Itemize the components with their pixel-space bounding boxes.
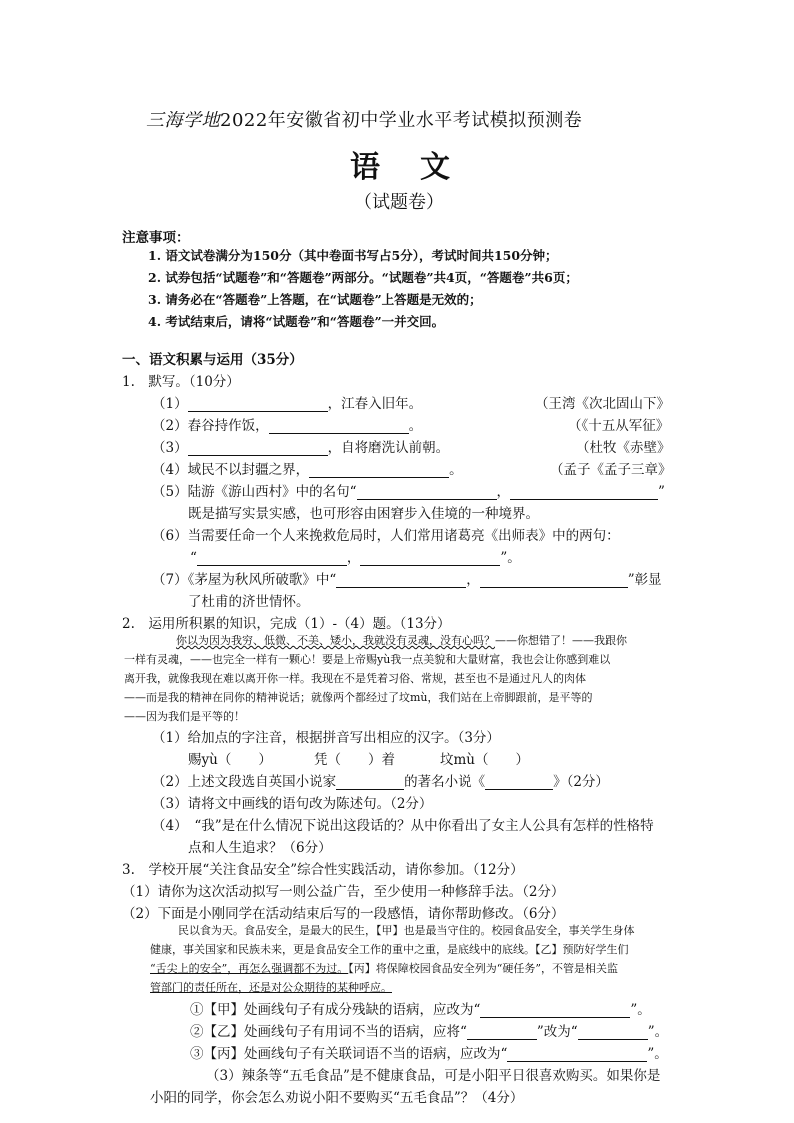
q2-passage-line: 离开我，就像我现在难以离开你一样。我现在不是凭着习俗、常规，甚至也不是通过凡人的肉体 <box>124 672 586 685</box>
q1-line-5: （5）陆游《游山西村》中的名句“ ， ” <box>152 484 665 500</box>
answer-blank[interactable] <box>360 551 500 566</box>
answer-blank[interactable] <box>467 1025 537 1040</box>
q1-source-4: （孟子《孟子三章》 <box>550 462 672 478</box>
note-item: 4. 考试结束后，请将“试题卷”和“答题卷”一并交回。 <box>148 314 445 329</box>
q1-line-5-cont: 既是描写实景实感，也可形容由困窘步入佳境的一种境界。 <box>188 506 539 522</box>
answer-blank[interactable] <box>357 485 497 500</box>
answer-blank[interactable] <box>309 463 449 478</box>
note-item: 2. 试券包括“试题卷”和“答题卷”两部分。“试题卷”共4页，“答题卷”共6页； <box>148 270 578 285</box>
q2-word-2[interactable]: 凭（ ）着 <box>314 752 395 768</box>
note-item: 3. 请务必在“答题卷”上答题，在“试题卷”上答题是无效的； <box>148 292 482 307</box>
q3-passage-line: 健康，事关国家和民族未来，更是食品安全工作的重中之重，是底线中的底线。【乙】预防好学生们 <box>150 943 629 956</box>
q3-revise-1: ①【甲】处画线句子有成分残缺的语病，应改为“ ”。 <box>190 1002 651 1018</box>
q1-source-3: （杜牧《赤壁》 <box>576 440 671 456</box>
q1-line-6-answers: “ ， ”。 <box>190 550 521 566</box>
q3-revise-3: ③【丙】处画线句子有关联词语不当的语病，应改为“ ”。 <box>190 1046 668 1062</box>
q3-passage-line: 民以食为天。食品安全，是最大的民生，【甲】也是最当守住的。校园食品安全，事关学生身体 <box>178 924 635 937</box>
q1-line-3: （3） ，自将磨洗认前朝。 <box>152 440 450 456</box>
q1-source-1: （王湾《次北固山下》 <box>535 396 670 412</box>
q3-passage-line: 管部门的责任所在，还是对公众期待的某种呼应。 <box>150 981 392 994</box>
exam-title-text: 2022年安徽省初中学业水平考试模拟预测卷 <box>220 110 583 131</box>
underlined-sentence: 你以为因为我穷、低微、不美、矮小，我就没有灵魂，没有心吗？ <box>176 634 495 647</box>
answer-blank[interactable] <box>336 573 466 588</box>
q3-revise-2: ②【乙】处画线句子有用词不当的语病，应将“ ”改为“ ”。 <box>190 1024 669 1040</box>
q2-sub-1: （1）给加点的字注音，根据拼音写出相应的汉字。（3分） <box>152 730 500 746</box>
q1-line-6: （6）当需要任命一个人来挽救危局时，人们常用诸葛亮《出师表》中的两句： <box>152 528 620 544</box>
q2-passage-line: ——因为我们是平等的！ <box>124 710 245 723</box>
q1-line-7: （7）《茅屋为秋风所破歌》中“ ， ”彰显 <box>152 572 662 588</box>
question-2-stem: 2. 运用所积累的知识，完成（1）-（4）题。（13分） <box>122 616 451 632</box>
answer-blank[interactable] <box>507 1047 647 1062</box>
answer-blank[interactable] <box>578 1025 648 1040</box>
q2-passage-line: 一样有灵魂，——也完全一样有一颗心！要是上帝赐yù我一点美貌和大量财富，我也会让你感到难以 <box>124 653 611 666</box>
answer-blank[interactable] <box>336 775 404 790</box>
q2-passage-line: ——而是我的精神在同你的精神说话；就像两个都经过了坟mù，我们站在上帝脚跟前，是平等的 <box>124 691 593 704</box>
answer-blank[interactable] <box>480 1003 630 1018</box>
underlined-phrase: “舌尖上的安全”，再怎么强调都不为过。 <box>150 962 349 975</box>
q2-passage-line: 你以为因为我穷、低微、不美、矮小，我就没有灵魂，没有心吗？——你想错了！——我跟你 <box>176 634 627 647</box>
answer-blank[interactable] <box>197 551 347 566</box>
answer-blank[interactable] <box>510 485 658 500</box>
subject-title: 语文 <box>350 150 490 185</box>
answer-blank[interactable] <box>480 573 628 588</box>
q3-passage-line: “舌尖上的安全”，再怎么强调都不为过。【丙】将保障校园食品安全列为“硬任务”，不管是相关监 <box>150 962 618 975</box>
q3-sub-3: （3）辣条等“五毛食品”是不健康食品，可是小阳平日很喜欢购买。如果你是 <box>206 1068 661 1084</box>
note-item: 1. 语文试卷满分为150分（其中卷面书写占5分），考试时间共150分钟； <box>148 248 558 263</box>
q2-sub-3: （3）请将文中画线的语句改为陈述句。（2分） <box>152 796 433 812</box>
q1-source-2: （《十五从军征》 <box>568 418 670 434</box>
answer-blank[interactable] <box>485 775 553 790</box>
notes-heading: 注意事项： <box>122 230 190 246</box>
q1-line-4: （4）域民不以封疆之界， 。 <box>152 462 463 478</box>
exam-title <box>146 106 582 132</box>
q1-line-2: （2）舂谷持作饭， 。 <box>152 418 423 434</box>
answer-blank[interactable] <box>269 419 409 434</box>
answer-blank[interactable] <box>188 397 328 412</box>
q3-sub-1: （1）请你为这次活动拟写一则公益广告，至少使用一种修辞手法。（2分） <box>122 884 565 900</box>
q2-sub-2: （2）上述文段选自英国小说家 的著名小说《 》（2分） <box>152 774 609 790</box>
q3-sub-2: （2）下面是小刚同学在活动结束后写的一段感悟，请你帮助修改。（6分） <box>122 906 565 922</box>
question-3-stem: 3. 学校开展“关注食品安全”综合性实践活动，请你参加。（12分） <box>122 862 524 878</box>
q1-line-7-cont: 了杜甫的济世情怀。 <box>188 594 310 610</box>
q3-sub-3-cont: 小阳的同学，你会怎么劝说小阳不要购买“五毛食品”？（4分） <box>150 1090 524 1106</box>
q2-word-1[interactable]: 赐yù（ ） <box>188 752 272 768</box>
question-1-stem: 1. 默写。（10分） <box>122 374 240 390</box>
q2-word-3[interactable]: 坟mù（ ） <box>440 752 529 768</box>
q2-sub-4: （4） “我”是在什么情况下说出这段话的？从中你看出了女主人公具有怎样的性格特 <box>152 818 654 834</box>
q2-sub-4-cont: 点和人生追求？（6分） <box>188 840 332 856</box>
answer-blank[interactable] <box>188 441 328 456</box>
watermark-script: 三海学地 <box>146 110 220 131</box>
section-heading: 一、语文积累与运用（35分） <box>122 352 303 368</box>
q1-line-1: （1） ，江春入旧年。 <box>152 396 423 412</box>
paper-subtitle: （试题卷） <box>354 192 444 213</box>
